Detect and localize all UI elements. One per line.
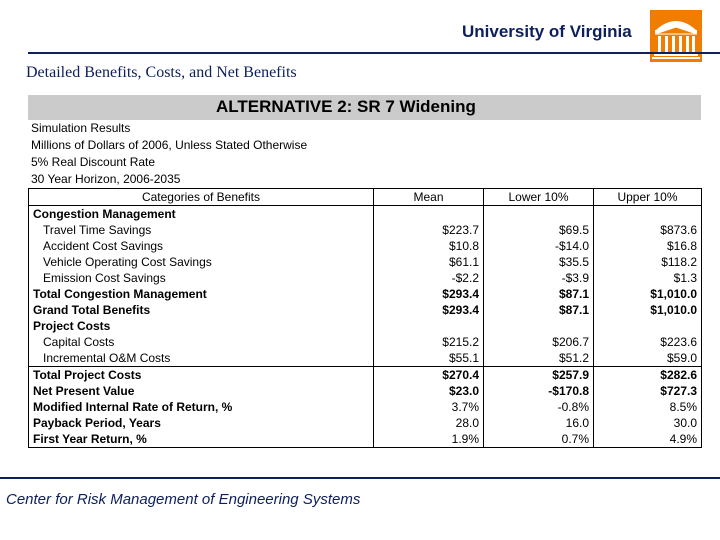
row-upper: 4.9% — [594, 431, 702, 448]
row-label: Capital Costs — [29, 334, 374, 350]
row-mean — [374, 206, 484, 223]
row-lower: -0.8% — [484, 399, 594, 415]
alternative-banner — [28, 95, 701, 120]
footer-divider — [0, 477, 720, 479]
row-label: Incremental O&M Costs — [29, 350, 374, 367]
row-lower: $35.5 — [484, 254, 594, 270]
footer-text: Center for Risk Management of Engineering Systems — [6, 491, 361, 508]
row-mean: $270.4 — [374, 367, 484, 384]
row-mean: $215.2 — [374, 334, 484, 350]
table-row — [29, 334, 702, 350]
row-upper: $727.3 — [594, 383, 702, 399]
header-categories: Categories of Benefits — [29, 189, 374, 206]
row-lower: -$170.8 — [484, 383, 594, 399]
row-upper: 30.0 — [594, 415, 702, 431]
results-table — [28, 188, 702, 448]
row-label: Project Costs — [29, 318, 374, 334]
row-lower: -$14.0 — [484, 238, 594, 254]
row-lower — [484, 318, 594, 334]
row-mean: 3.7% — [374, 399, 484, 415]
table-row — [29, 206, 702, 223]
row-label: Payback Period, Years — [29, 415, 374, 431]
header-divider — [28, 52, 720, 54]
row-label: Travel Time Savings — [29, 222, 374, 238]
row-upper: $1.3 — [594, 270, 702, 286]
row-lower: $51.2 — [484, 350, 594, 367]
row-upper — [594, 318, 702, 334]
table-row — [29, 399, 702, 415]
row-mean: 1.9% — [374, 431, 484, 448]
row-lower: $69.5 — [484, 222, 594, 238]
row-upper: $1,010.0 — [594, 302, 702, 318]
table-row — [29, 270, 702, 286]
table-row — [29, 383, 702, 399]
row-upper: $59.0 — [594, 350, 702, 367]
row-upper: 8.5% — [594, 399, 702, 415]
row-mean: $293.4 — [374, 286, 484, 302]
row-mean: -$2.2 — [374, 270, 484, 286]
alternative-title: ALTERNATIVE 2: SR 7 Widening — [216, 97, 476, 116]
row-label: First Year Return, % — [29, 431, 374, 448]
meta-line: Millions of Dollars of 2006, Unless Stated Otherwise — [31, 138, 308, 152]
row-lower: 16.0 — [484, 415, 594, 431]
row-mean: $10.8 — [374, 238, 484, 254]
meta-line: Simulation Results — [31, 121, 131, 135]
row-label: Total Project Costs — [29, 367, 374, 384]
row-upper: $1,010.0 — [594, 286, 702, 302]
row-mean: $23.0 — [374, 383, 484, 399]
row-lower: $257.9 — [484, 367, 594, 384]
row-lower: 0.7% — [484, 431, 594, 448]
meta-line: 5% Real Discount Rate — [31, 155, 156, 169]
row-label: Total Congestion Management — [29, 286, 374, 302]
row-lower: $87.1 — [484, 302, 594, 318]
row-lower: $87.1 — [484, 286, 594, 302]
row-mean: $223.7 — [374, 222, 484, 238]
row-upper — [594, 206, 702, 223]
rotunda-icon — [650, 10, 702, 62]
header-mean: Mean — [374, 189, 484, 206]
header-upper: Upper 10% — [594, 189, 702, 206]
row-mean: 28.0 — [374, 415, 484, 431]
meta-line: 30 Year Horizon, 2006-2035 — [31, 172, 181, 186]
row-label: Vehicle Operating Cost Savings — [29, 254, 374, 270]
table-row — [29, 286, 702, 302]
header-lower: Lower 10% — [484, 189, 594, 206]
row-mean — [374, 318, 484, 334]
row-mean: $61.1 — [374, 254, 484, 270]
university-brand: University of Virginia — [462, 22, 632, 41]
table-row — [29, 350, 702, 367]
row-label: Net Present Value — [29, 383, 374, 399]
table-row — [29, 238, 702, 254]
row-label: Accident Cost Savings — [29, 238, 374, 254]
table-row — [29, 415, 702, 431]
row-label: Modified Internal Rate of Return, % — [29, 399, 374, 415]
row-mean: $55.1 — [374, 350, 484, 367]
table-header-row — [29, 189, 702, 206]
table-row — [29, 431, 702, 448]
results-sheet — [28, 120, 701, 448]
row-label: Emission Cost Savings — [29, 270, 374, 286]
row-label: Congestion Management — [29, 206, 374, 223]
table-row — [29, 302, 702, 318]
row-upper: $16.8 — [594, 238, 702, 254]
row-upper: $282.6 — [594, 367, 702, 384]
table-row — [29, 222, 702, 238]
row-upper: $118.2 — [594, 254, 702, 270]
row-upper: $223.6 — [594, 334, 702, 350]
row-upper: $873.6 — [594, 222, 702, 238]
row-label: Grand Total Benefits — [29, 302, 374, 318]
table-row — [29, 367, 702, 384]
table-row — [29, 254, 702, 270]
table-row — [29, 318, 702, 334]
row-lower: $206.7 — [484, 334, 594, 350]
row-lower — [484, 206, 594, 223]
row-lower: -$3.9 — [484, 270, 594, 286]
slide-title: Detailed Benefits, Costs, and Net Benefits — [26, 64, 297, 81]
row-mean: $293.4 — [374, 302, 484, 318]
